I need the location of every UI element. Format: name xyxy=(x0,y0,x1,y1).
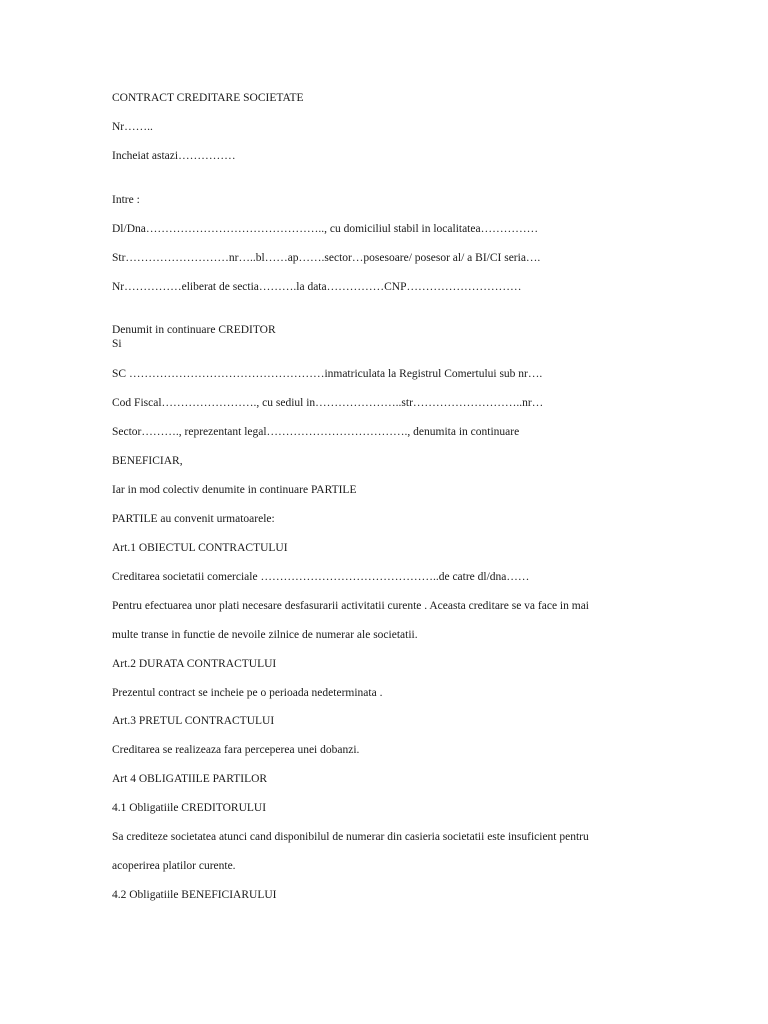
article-3-text: Creditarea se realizeaza fara perceperea unei dobanzi. xyxy=(112,744,360,756)
creditor-line: Str………………………nr…..bl……ap…….sector…posesoare/ posesor al/ a BI/CI seria…. xyxy=(112,252,541,264)
beneficiary-line: SC ……………………………………………inmatriculata la Registrul Comertului sub nr…. xyxy=(112,368,543,380)
creditor-designation: Denumit in continuare CREDITOR xyxy=(112,324,276,336)
section-4-1-text: Sa crediteze societatea atunci cand disponibilul de numerar din casieria societatii este insuficient pentru xyxy=(112,831,589,843)
section-4-2-heading: 4.2 Obligatiile BENEFICIARULUI xyxy=(112,889,277,901)
beneficiary-line: Cod Fiscal……………………., cu sediul in…………………..str………………………..nr… xyxy=(112,397,544,409)
article-1-text: Creditarea societatii comerciale ………………………………………..de catre dl/dna…… xyxy=(112,571,530,583)
article-2-heading: Art.2 DURATA CONTRACTULUI xyxy=(112,658,277,670)
section-4-1-text: acoperirea platilor curente. xyxy=(112,860,236,872)
article-1-text: Pentru efectuarea unor plati necesare desfasurarii activitatii curente . Aceasta creditare se va face in mai xyxy=(112,600,589,612)
agreed-line: PARTILE au convenit urmatoarele: xyxy=(112,513,275,525)
article-1-heading: Art.1 OBIECTUL CONTRACTULUI xyxy=(112,542,288,554)
article-3-heading: Art.3 PRETUL CONTRACTULUI xyxy=(112,715,275,727)
section-4-1-heading: 4.1 Obligatiile CREDITORULUI xyxy=(112,802,267,814)
creditor-line: Nr……………eliberat de sectia……….la data……………CNP………………………… xyxy=(112,281,522,293)
contract-title: CONTRACT CREDITARE SOCIETATE xyxy=(112,92,304,104)
article-4-heading: Art 4 OBLIGATIILE PARTILOR xyxy=(112,773,268,785)
collective-designation: Iar in mod colectiv denumite in continuare PARTILE xyxy=(112,484,357,496)
between-label: Intre : xyxy=(112,194,140,206)
creditor-line: Dl/Dna……………………………………….., cu domiciliul stabil in localitatea…………… xyxy=(112,223,539,235)
contract-number-line: Nr…….. xyxy=(112,121,153,133)
beneficiary-designation: BENEFICIAR, xyxy=(112,455,183,467)
and-label: Si xyxy=(112,338,122,350)
article-1-text: multe transe in functie de nevoile zilnice de numerar ale societatii. xyxy=(112,629,418,641)
concluded-date-line: Incheiat astazi…………… xyxy=(112,150,236,162)
beneficiary-line: Sector………., reprezentant legal………………………………., denumita in continuare xyxy=(112,426,520,438)
article-2-text: Prezentul contract se incheie pe o perioada nedeterminata . xyxy=(112,687,383,699)
